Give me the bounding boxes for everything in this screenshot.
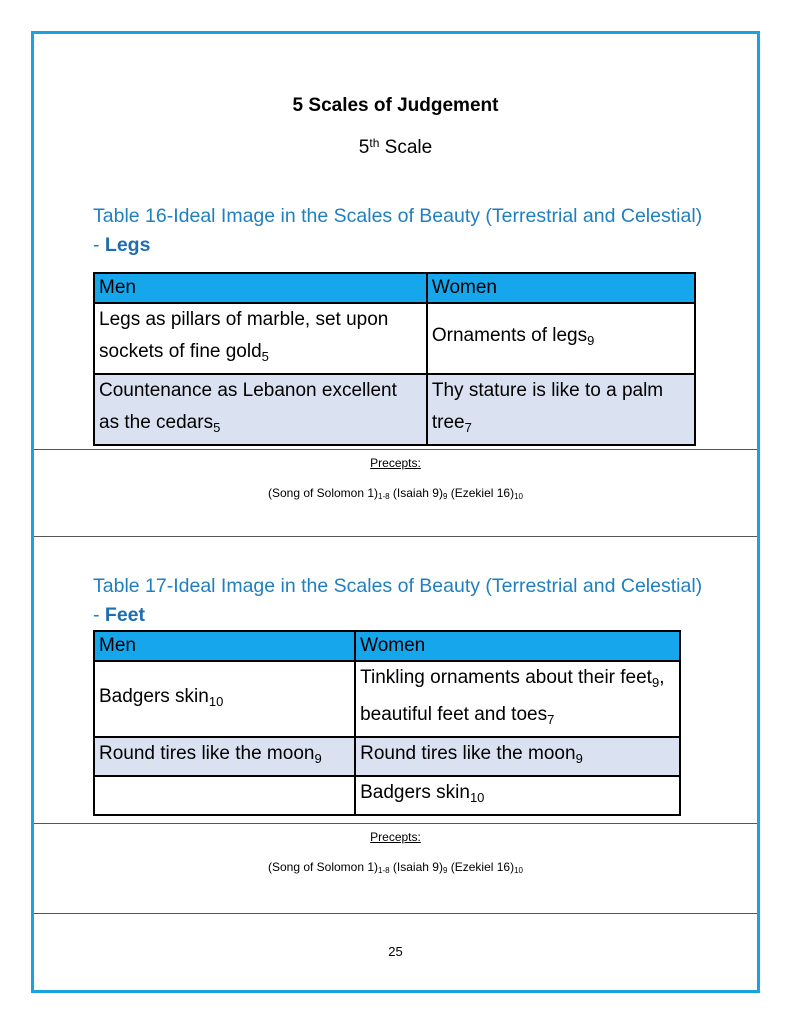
cell-text: , beautiful feet and toes: [360, 667, 665, 725]
subtitle-ordinal: th: [369, 136, 380, 150]
cell-text: Round tires like the moon: [360, 743, 576, 764]
cell-text: Legs as pillars of marble, set upon sockets of fine gold: [99, 309, 389, 362]
cell-men: [94, 661, 355, 737]
cell-women: [427, 303, 695, 374]
document-subtitle: [0, 136, 791, 159]
reference-text: (Isaiah 9): [389, 486, 443, 500]
header-cell-women: Women: [427, 273, 695, 303]
reference-text: (Song of Solomon 1): [267, 486, 379, 500]
table-row: [94, 776, 680, 815]
header-cell-men: Men: [94, 631, 355, 661]
precepts-references: [0, 486, 791, 501]
reference-verse: 1-8: [378, 492, 390, 501]
precepts-label: Precepts:: [370, 456, 421, 470]
cell-women: [427, 374, 695, 445]
footnote-number: 7: [547, 712, 555, 727]
reference-verse: 10: [514, 866, 524, 875]
table-header-row: [94, 631, 680, 661]
cell-women: [355, 661, 680, 737]
reference-text: (Ezekiel 16): [447, 860, 515, 874]
document-title: 5 Scales of Judgement: [292, 95, 499, 116]
reference-verse: 9: [442, 492, 448, 501]
table-16-caption: [93, 202, 703, 260]
cell-text: Thy stature is like to a palm tree: [431, 380, 664, 433]
cell-text: Tinkling ornaments about their feet: [360, 667, 652, 688]
cell-men: [94, 374, 427, 445]
reference-text: (Ezekiel 16): [447, 486, 515, 500]
divider: [34, 449, 757, 450]
reference-verse: 1-8: [378, 866, 390, 875]
footnote-number: 5: [261, 349, 269, 364]
footnote-number: 9: [575, 751, 583, 766]
table-row: [94, 661, 680, 737]
cell-women: [355, 776, 680, 815]
cell-text: Ornaments of legs: [431, 325, 588, 346]
cell-men: [94, 737, 355, 776]
footnote-number: 10: [469, 790, 485, 805]
footnote-number: 5: [213, 420, 221, 435]
footnote-number: 9: [587, 333, 595, 348]
table-17-caption: [93, 572, 703, 630]
table-17: [93, 630, 681, 816]
page-number: 25: [388, 944, 403, 959]
cell-text: Countenance as Lebanon excellent as the cedars: [99, 380, 397, 433]
table-17-caption-topic: Feet: [104, 604, 146, 626]
divider: [34, 536, 757, 537]
header-cell-women: Women: [355, 631, 680, 661]
cell-men: [94, 776, 355, 815]
divider: [34, 823, 757, 824]
subtitle-number: 5: [358, 137, 370, 158]
header-cell-men: Men: [94, 273, 427, 303]
table-header-row: [94, 273, 695, 303]
cell-men: [94, 303, 427, 374]
reference-verse: 10: [514, 492, 524, 501]
table-row: [94, 737, 680, 776]
footnote-number: 9: [314, 751, 322, 766]
table-row: [94, 374, 695, 445]
precepts-references: [0, 860, 791, 875]
cell-text: Round tires like the moon: [99, 743, 315, 764]
cell-women: [355, 737, 680, 776]
table-16-caption-topic: Legs: [104, 234, 151, 256]
subtitle-text: Scale: [379, 137, 433, 158]
reference-verse: 9: [442, 866, 448, 875]
footnote-number: 9: [651, 675, 660, 690]
footnote-number: 7: [464, 420, 472, 435]
precepts-label: Precepts:: [370, 830, 421, 844]
footnote-number: 10: [208, 693, 224, 709]
reference-text: (Isaiah 9): [389, 860, 443, 874]
table-row: [94, 303, 695, 374]
table-16-caption-text: Table 16-Ideal Image in the Scales of Beauty (Terrestrial and Celestial) -: [93, 205, 703, 256]
divider: [34, 913, 757, 914]
reference-text: (Song of Solomon 1): [267, 860, 379, 874]
cell-text: Badgers skin: [360, 782, 470, 803]
table-16: [93, 272, 696, 446]
cell-text: Badgers skin: [99, 685, 209, 707]
table-17-caption-text: Table 17-Ideal Image in the Scales of Beauty (Terrestrial and Celestial) -: [93, 575, 703, 626]
page-border: [31, 31, 760, 993]
